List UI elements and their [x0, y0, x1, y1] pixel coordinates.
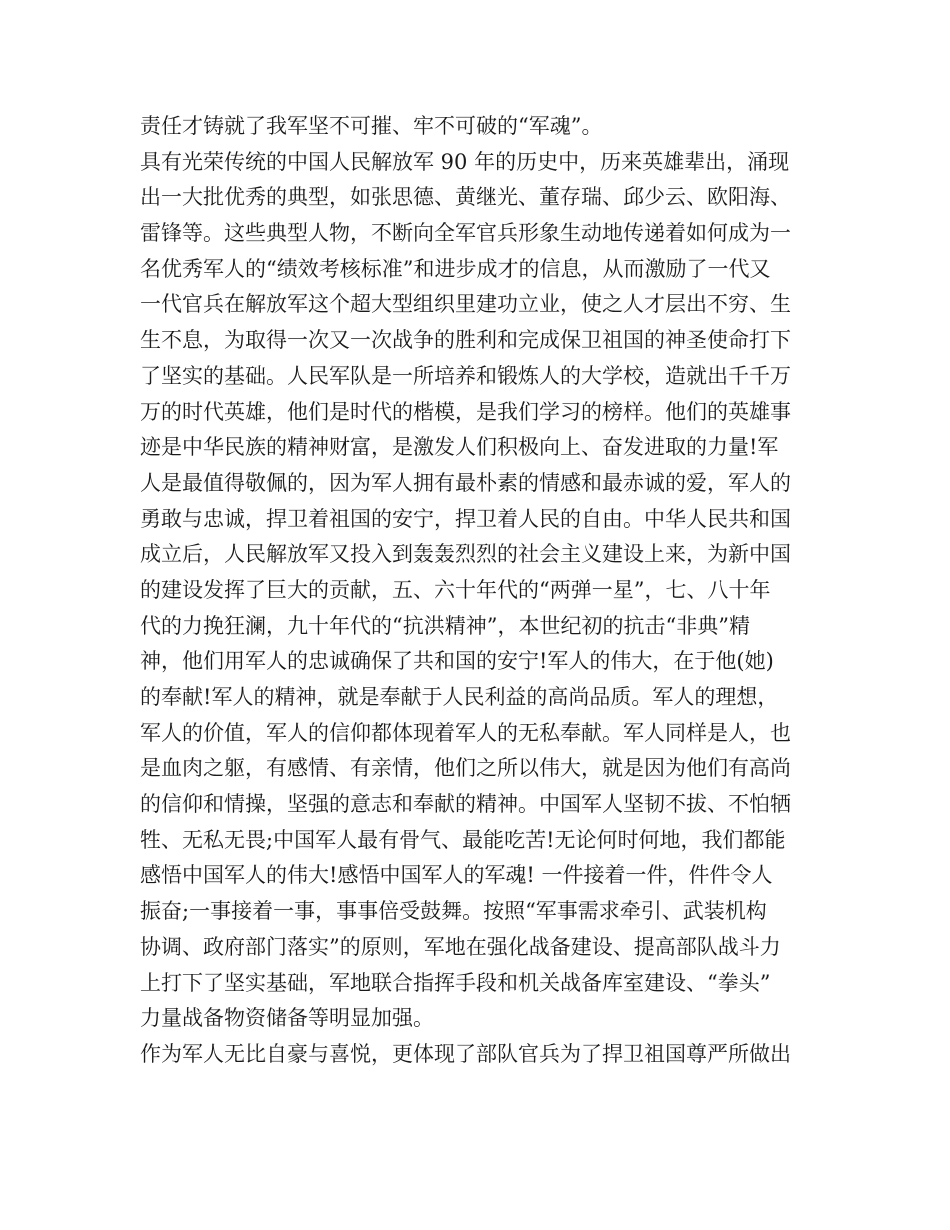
text-line: 迹是中华民族的精神财富，是激发人们积极向上、奋发进取的力量!军 — [140, 435, 779, 460]
text-line: 具有光荣传统的中国人民解放军 90 年的历史中，历来英雄辈出，涌现 — [140, 149, 790, 174]
body-text — [140, 109, 820, 1073]
text-line: 力量战备物资储备等明显加强。 — [140, 1006, 434, 1031]
text-line: 成立后，人民解放军又投入到轰轰烈烈的社会主义建设上来，为新中国 — [140, 542, 791, 567]
text-line: 上打下了坚实基础，军地联合指挥手段和机关战备库室建设、“拳头” — [140, 970, 771, 995]
text-line: 振奋;一事接着一事，事事倍受鼓舞。按照“军事需求牵引、武装机构 — [140, 899, 767, 924]
text-line: 出一大批优秀的典型，如张思德、黄继光、董存瑞、邱少云、欧阳海、 — [140, 185, 791, 210]
text-line: 神，他们用军人的忠诚确保了共和国的安宁!军人的伟大，在于他(她) — [140, 649, 774, 674]
text-line: 了坚实的基础。人民军队是一所培养和锻炼人的大学校，造就出千千万 — [140, 363, 791, 388]
text-line: 的信仰和情操，坚强的意志和奉献的精神。中国军人坚韧不拔、不怕牺 — [140, 792, 791, 817]
text-line: 一代官兵在解放军这个超大型组织里建功立业，使之人才层出不穷、生 — [140, 292, 791, 317]
text-line: 生不息，为取得一次又一次战争的胜利和完成保卫祖国的神圣使命打下 — [140, 328, 791, 353]
text-line: 牲、无私无畏;中国军人最有骨气、最能吃苦!无论何时何地，我们都能 — [140, 827, 786, 852]
text-line: 勇敢与忠诚，捍卫着祖国的安宁，捍卫着人民的自由。中华人民共和国 — [140, 506, 791, 531]
text-line: 是血肉之躯，有感情、有亲情，他们之所以伟大，就是因为他们有高尚 — [140, 756, 791, 781]
text-line: 作为军人无比自豪与喜悦，更体现了部队官兵为了捍卫祖国尊严所做出 — [140, 1041, 791, 1066]
text-line: 感悟中国军人的伟大!感悟中国军人的军魂! 一件接着一件，件件令人 — [140, 863, 773, 888]
text-line: 万的时代英雄，他们是时代的楷模，是我们学习的榜样。他们的英雄事 — [140, 399, 791, 424]
text-line: 的建设发挥了巨大的贡献，五、六十年代的“两弹一星”，七、八十年 — [140, 577, 771, 602]
text-line: 名优秀军人的“绩效考核标准”和进步成才的信息，从而激励了一代又 — [140, 256, 771, 281]
text-line: 代的力挽狂澜，九十年代的“抗洪精神”，本世纪初的抗击“非典”精 — [140, 613, 750, 638]
text-line: 协调、政府部门落实”的原则，军地在强化战备建设、提高部队战斗力 — [140, 934, 781, 959]
text-line: 的奉献!军人的精神，就是奉献于人民利益的高尚品质。军人的理想， — [140, 685, 779, 709]
text-line: 军人的价值，军人的信仰都体现着军人的无私奉献。军人同样是人，也 — [140, 720, 791, 745]
text-line: 责任才铸就了我军坚不可摧、牢不可破的“军魂”。 — [140, 114, 603, 138]
text-line: 雷锋等。这些典型人物，不断向全军官兵形象生动地传递着如何成为一 — [140, 221, 791, 246]
text-line: 人是最值得敬佩的，因为军人拥有最朴素的情感和最赤诚的爱，军人的 — [140, 470, 791, 495]
